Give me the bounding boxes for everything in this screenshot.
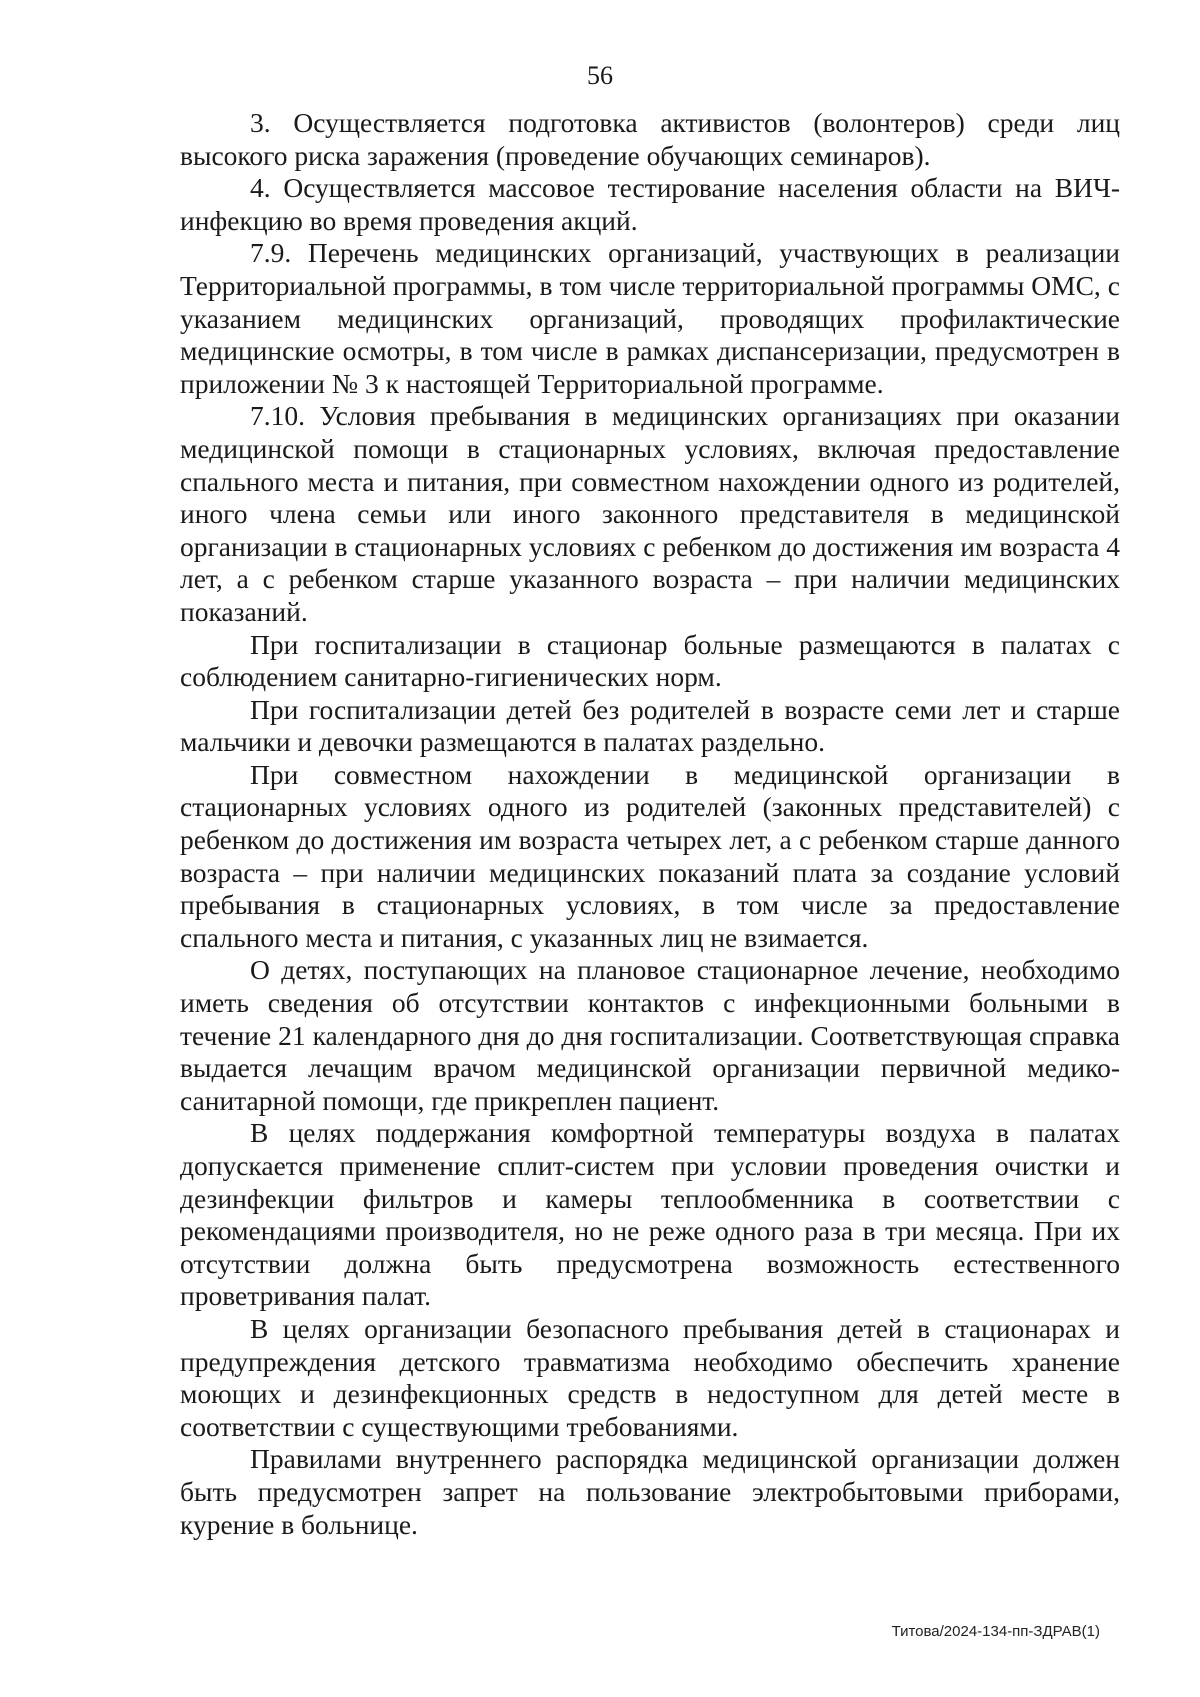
paragraph-1: 3. Осуществляется подготовка активистов (волонтеров) среди лиц высокого риска заражения (проведение обучающих семинаров). (180, 107, 1120, 171)
paragraph-child-safety: В целях организации безопасного пребывания детей в стационарах и предупреждения детского травматизма необходимо обеспечить хранение моющих и дезинфекционных средств в недоступном для детей месте в соответствии с существующими требованиями. (180, 1312, 1120, 1442)
paragraph-children-separate: При госпитализации детей без родителей в возрасте семи лет и старше мальчики и девочки размещаются в палатах раздельно. (180, 693, 1120, 758)
paragraph-no-fee: При совместном нахождении в медицинской организации в стационарных условиях одного из родителей (законных представителей) с ребенком до достижения им возраста четырех лет, а с ребенком старше данного возраста – при наличии медицинских показаний плата за создание условий пребывания в стационарных условиях, в том числе за предоставление спального места и питания, с указанных лиц не взимается. (180, 758, 1120, 953)
document-footer-code: Титова/2024-134-пп-ЗДРАВ(1) (891, 1623, 1100, 1640)
paragraph-hospitalization-norms: При госпитализации в стационар больные размещаются в палатах с соблюдением санитарно-гигиенических норм. (180, 628, 1120, 693)
document-body (180, 107, 1120, 1541)
page-number: 56 (587, 61, 613, 90)
paragraph-split-systems: В целях поддержания комфортной температуры воздуха в палатах допускается применение сплит-систем при условии проведения очистки и дезинфекции фильтров и камеры теплообменника в соответствии с рекомендациями производителя, но не реже одного раза в три месяца. При их отсутствии должна быть предусмотрена возможность естественного проветривания палат. (180, 1117, 1120, 1312)
paragraph-7-9: 7.9. Перечень медицинских организаций, участвующих в реализации Территориальной программы, в том числе территориальной программы ОМС, с указанием медицинских организаций, проводящих профилактические медицинские осмотры, в том числе в рамках диспансеризации, предусмотрен в приложении № 3 к настоящей Территориальной программе. (180, 237, 1120, 399)
paragraph-contacts-info: О детях, поступающих на плановое стационарное лечение, необходимо иметь сведения об отсутствии контактов с инфекционными больными в течение 21 календарного дня до дня госпитализации. Соответствующая справка выдается лечащим врачом медицинской организации первичной медико-санитарной помощи, где прикреплен пациент. (180, 954, 1120, 1116)
paragraph-7-10: 7.10. Условия пребывания в медицинских организациях при оказании медицинской помощи в стационарных условиях, включая предоставление спального места и питания, при совместном нахождении одного из родителей, иного члена семьи или иного законного представителя в медицинской организации в стационарных условиях с ребенком до достижения им возраста 4 лет, а с ребенком старше указанного возраста – при наличии медицинских показаний. (180, 400, 1120, 627)
paragraph-internal-rules: Правилами внутреннего распорядка медицинской организации должен быть предусмотрен запрет на пользование электробытовыми приборами, курение в больнице. (180, 1443, 1120, 1540)
paragraph-2: 4. Осуществляется массовое тестирование населения области на ВИЧ-инфекцию во время проведения акций. (180, 172, 1120, 236)
